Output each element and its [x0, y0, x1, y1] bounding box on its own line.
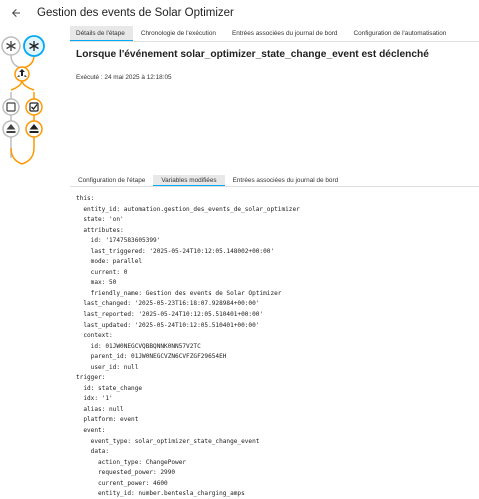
subtab-changed-variables[interactable]: Variables modifiées [153, 175, 224, 186]
tab-logbook[interactable]: Entrées associées du journal de bord [231, 30, 338, 37]
yaml-line: entity_id: automation.gestion_des_events_de_solar_optimizer [76, 205, 300, 213]
detail-tabs [70, 26, 479, 42]
yaml-line: last_updated: '2025-05-24T10:12:05.510401+00:00' [76, 321, 260, 329]
trace-graph [0, 30, 66, 170]
yaml-line: alias: null [76, 405, 124, 413]
yaml-line: last_reported: '2025-05-24T10:12:05.510401+00:00' [76, 311, 264, 319]
yaml-line: attributes: [76, 226, 124, 234]
arrow-left-icon [10, 7, 22, 19]
page-title: Gestion des events de Solar Optimizer [37, 7, 234, 19]
yaml-line: current_power: 4600 [76, 479, 168, 487]
step-title: Lorsque l'événement solar_optimizer_state_change_event est déclenché [76, 49, 429, 60]
yaml-line: id: state_change [76, 384, 143, 392]
yaml-line: platform: event [76, 416, 139, 424]
yaml-line: idx: '1' [76, 395, 113, 403]
yaml-line: id: '1747583605399' [76, 237, 161, 245]
yaml-line: current: 0 [76, 268, 128, 276]
tab-automation-config[interactable]: Configuration de l'automatisation [353, 30, 447, 37]
tab-step-details[interactable]: Détails de l'étape [70, 26, 133, 41]
yaml-line: friendly_name: Gestion des events de Solar Optimizer [76, 289, 282, 297]
graph-link-merge [11, 148, 34, 164]
condition-node-left[interactable] [3, 99, 19, 115]
yaml-line: user_id: null [76, 363, 139, 371]
back-button[interactable] [3, 0, 29, 26]
yaml-line: event_type: solar_optimizer_state_change_event [76, 437, 260, 445]
step-subtabs [70, 175, 479, 187]
yaml-line: requested_power: 2990 [76, 469, 176, 477]
yaml-line: event: [76, 427, 106, 435]
action-node-right[interactable] [26, 121, 42, 137]
yaml-line: this: [76, 195, 95, 202]
yaml-line: entity_id: number.bentesla_charging_amps [76, 490, 245, 498]
yaml-line: state: 'on' [76, 216, 124, 224]
executed-timestamp: Exécuté : 24 mai 2025 à 12:18:05 [76, 74, 172, 81]
yaml-line: trigger: [76, 374, 106, 382]
graph-link-trigger2 [22, 55, 34, 68]
yaml-line: id: 01JW0NEGCVQBBQNNK0NN57V2TC [76, 342, 201, 350]
yaml-line: max: 50 [76, 279, 117, 287]
tab-timeline[interactable]: Chronologie de l'exécution [140, 30, 216, 37]
yaml-line: parent_id: 01JW0NEGCVZN6CVFZGF29654EH [76, 353, 227, 361]
yaml-line: data: [76, 448, 110, 456]
changed-variables-yaml [76, 194, 476, 499]
yaml-line: last_changed: '2025-05-23T16:18:07.928984+00:00' [76, 300, 260, 308]
action-node-left[interactable] [3, 121, 19, 137]
yaml-line: context: [76, 332, 113, 340]
graph-link-trigger1 [11, 55, 22, 68]
trace-details-panel [70, 26, 479, 499]
choose-node[interactable] [15, 67, 29, 81]
subtab-logbook[interactable]: Entrées associées du journal de bord [232, 177, 339, 184]
subtab-step-config[interactable]: Configuration de l'étape [78, 177, 146, 184]
yaml-line: action_type: ChangePower [76, 458, 187, 466]
yaml-line: mode: parallel [76, 258, 143, 266]
yaml-line: last_triggered: '2025-05-24T10:12:05.148002+00:00' [76, 247, 275, 255]
trigger-node-2[interactable] [24, 36, 44, 56]
top-app-bar [0, 0, 479, 26]
trigger-node-1[interactable] [2, 37, 20, 55]
condition-node-right[interactable] [26, 99, 42, 115]
